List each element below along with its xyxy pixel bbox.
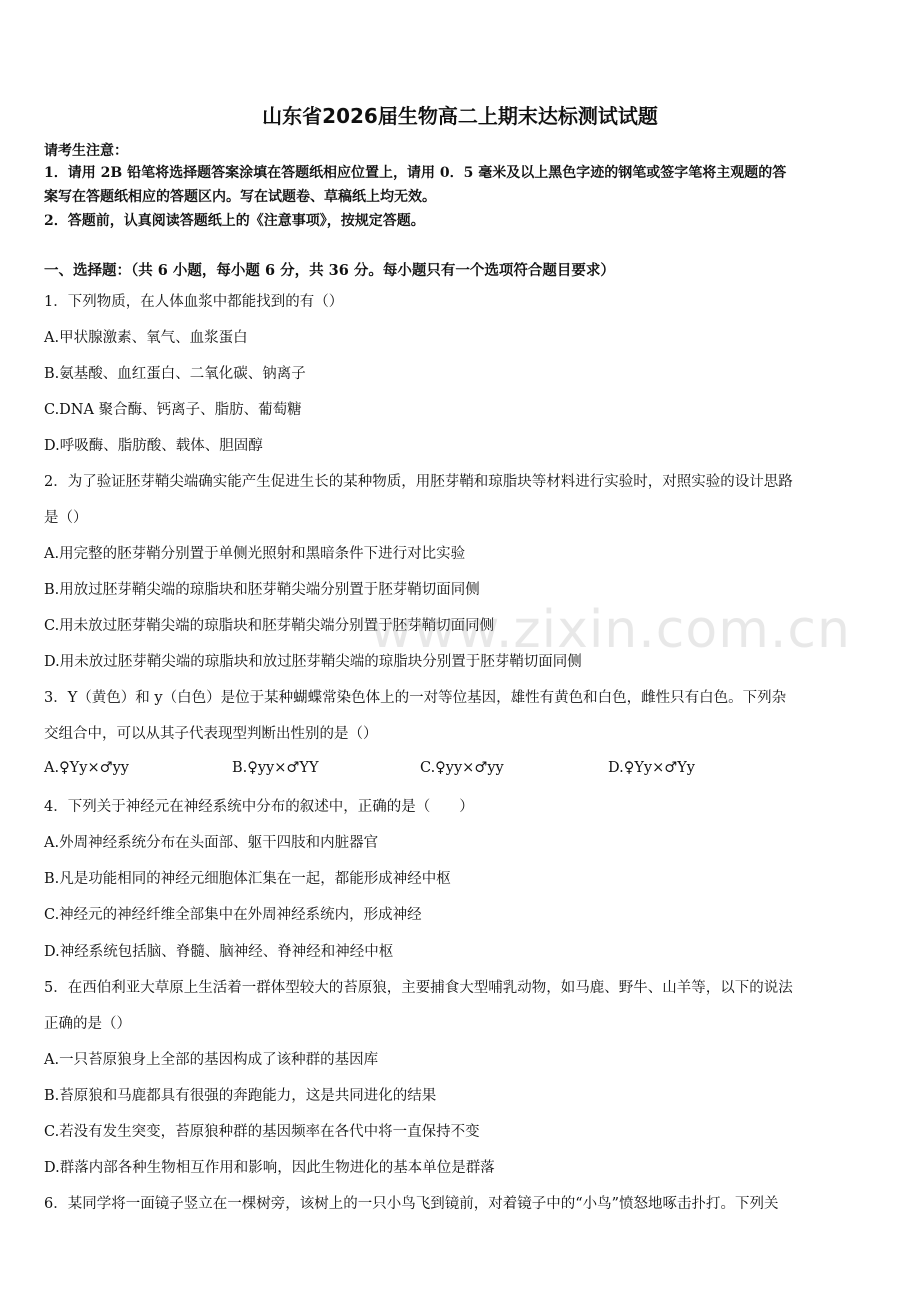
q3-option-b: B.♀yy×♂YY	[232, 760, 319, 776]
q2-option-b: B.用放过胚芽鞘尖端的琼脂块和胚芽鞘尖端分别置于胚芽鞘切面同侧	[44, 582, 480, 598]
watermark: www.zixin.com.cn	[370, 600, 851, 660]
q3-options-row	[44, 760, 880, 782]
exam-title: 山东省2026届生物高二上期末达标测试试题	[262, 104, 658, 128]
q4-stem: 4．下列关于神经元在神经系统中分布的叙述中，正确的是（ ）	[44, 799, 474, 815]
q2-option-a: A.用完整的胚芽鞘分别置于单侧光照射和黑暗条件下进行对比实验	[44, 546, 466, 562]
q4-option-b: B.凡是功能相同的神经元细胞体汇集在一起，都能形成神经中枢	[44, 871, 451, 887]
q1-option-c: C.DNA 聚合酶、钙离子、脂肪、葡萄糖	[44, 402, 302, 418]
notice-heading: 请考生注意：	[44, 143, 128, 159]
q1-option-d: D.呼吸酶、脂肪酸、载体、胆固醇	[44, 438, 263, 454]
q4-option-a: A.外周神经系统分布在头面部、躯干四肢和内脏器官	[44, 835, 379, 851]
q5-option-c: C.若没有发生突变，苔原狼种群的基因频率在各代中将一直保持不变	[44, 1124, 480, 1140]
q3-option-a: A.♀Yy×♂yy	[44, 760, 129, 776]
q3-option-c: C.♀yy×♂yy	[420, 760, 504, 776]
q1-option-b: B.氨基酸、血红蛋白、二氧化碳、钠离子	[44, 366, 306, 382]
q2-option-d: D.用未放过胚芽鞘尖端的琼脂块和放过胚芽鞘尖端的琼脂块分别置于胚芽鞘切面同侧	[44, 654, 582, 670]
q6-stem-line-1: 6．某同学将一面镜子竖立在一棵树旁，该树上的一只小鸟飞到镜前，对着镜子中的“小鸟”愤怒地啄击扑打。下列关	[44, 1196, 779, 1212]
section-title: 一、选择题：（共 6 小题，每小题 6 分，共 36 分。每小题只有一个选项符合题目要求）	[44, 262, 615, 279]
q5-stem-line-1: 5．在西伯利亚大草原上生活着一群体型较大的苔原狼，主要捕食大型哺乳动物，如马鹿、野牛、山羊等，以下的说法	[44, 980, 793, 996]
q5-option-d: D.群落内部各种生物相互作用和影响，因此生物进化的基本单位是群落	[44, 1160, 495, 1176]
notice-line-1: 1．请用 2B 铅笔将选择题答案涂填在答题纸相应位置上，请用 0．5 毫米及以上黑色字迹的钢笔或签字笔将主观题的答	[44, 165, 787, 181]
q3-option-d: D.♀Yy×♂Yy	[608, 760, 695, 776]
q2-option-c: C.用未放过胚芽鞘尖端的琼脂块和胚芽鞘尖端分别置于胚芽鞘切面同侧	[44, 618, 495, 634]
q5-stem-line-2: 正确的是（）	[44, 1016, 131, 1032]
q3-stem-line-2: 交组合中，可以从其子代表现型判断出性别的是（）	[44, 726, 378, 742]
notice-line-2: 案写在答题纸相应的答题区内。写在试题卷、草稿纸上均无效。	[44, 189, 436, 205]
q5-option-b: B.苔原狼和马鹿都具有很强的奔跑能力，这是共同进化的结果	[44, 1088, 437, 1104]
q2-stem-line-1: 2．为了验证胚芽鞘尖端确实能产生促进生长的某种物质，用胚芽鞘和琼脂块等材料进行实验时，对照实验的设计思路	[44, 474, 793, 490]
q5-option-a: A.一只苔原狼身上全部的基因构成了该种群的基因库	[44, 1052, 379, 1068]
q4-option-d: D.神经系统包括脑、脊髓、脑神经、脊神经和神经中枢	[44, 944, 394, 960]
notice-line-3: 2．答题前，认真阅读答题纸上的《注意事项》，按规定答题。	[44, 213, 425, 229]
q2-stem-line-2: 是（）	[44, 510, 88, 526]
q4-option-c: C.神经元的神经纤维全部集中在外周神经系统内，形成神经	[44, 907, 422, 923]
q3-stem-line-1: 3．Y（黄色）和 y（白色）是位于某种蝴蝶常染色体上的一对等位基因，雄性有黄色和白色，雌性只有白色。下列杂	[44, 690, 787, 706]
q1-option-a: A.甲状腺激素、氧气、血浆蛋白	[44, 330, 248, 346]
q1-stem: 1．下列物质，在人体血浆中都能找到的有（）	[44, 294, 344, 310]
